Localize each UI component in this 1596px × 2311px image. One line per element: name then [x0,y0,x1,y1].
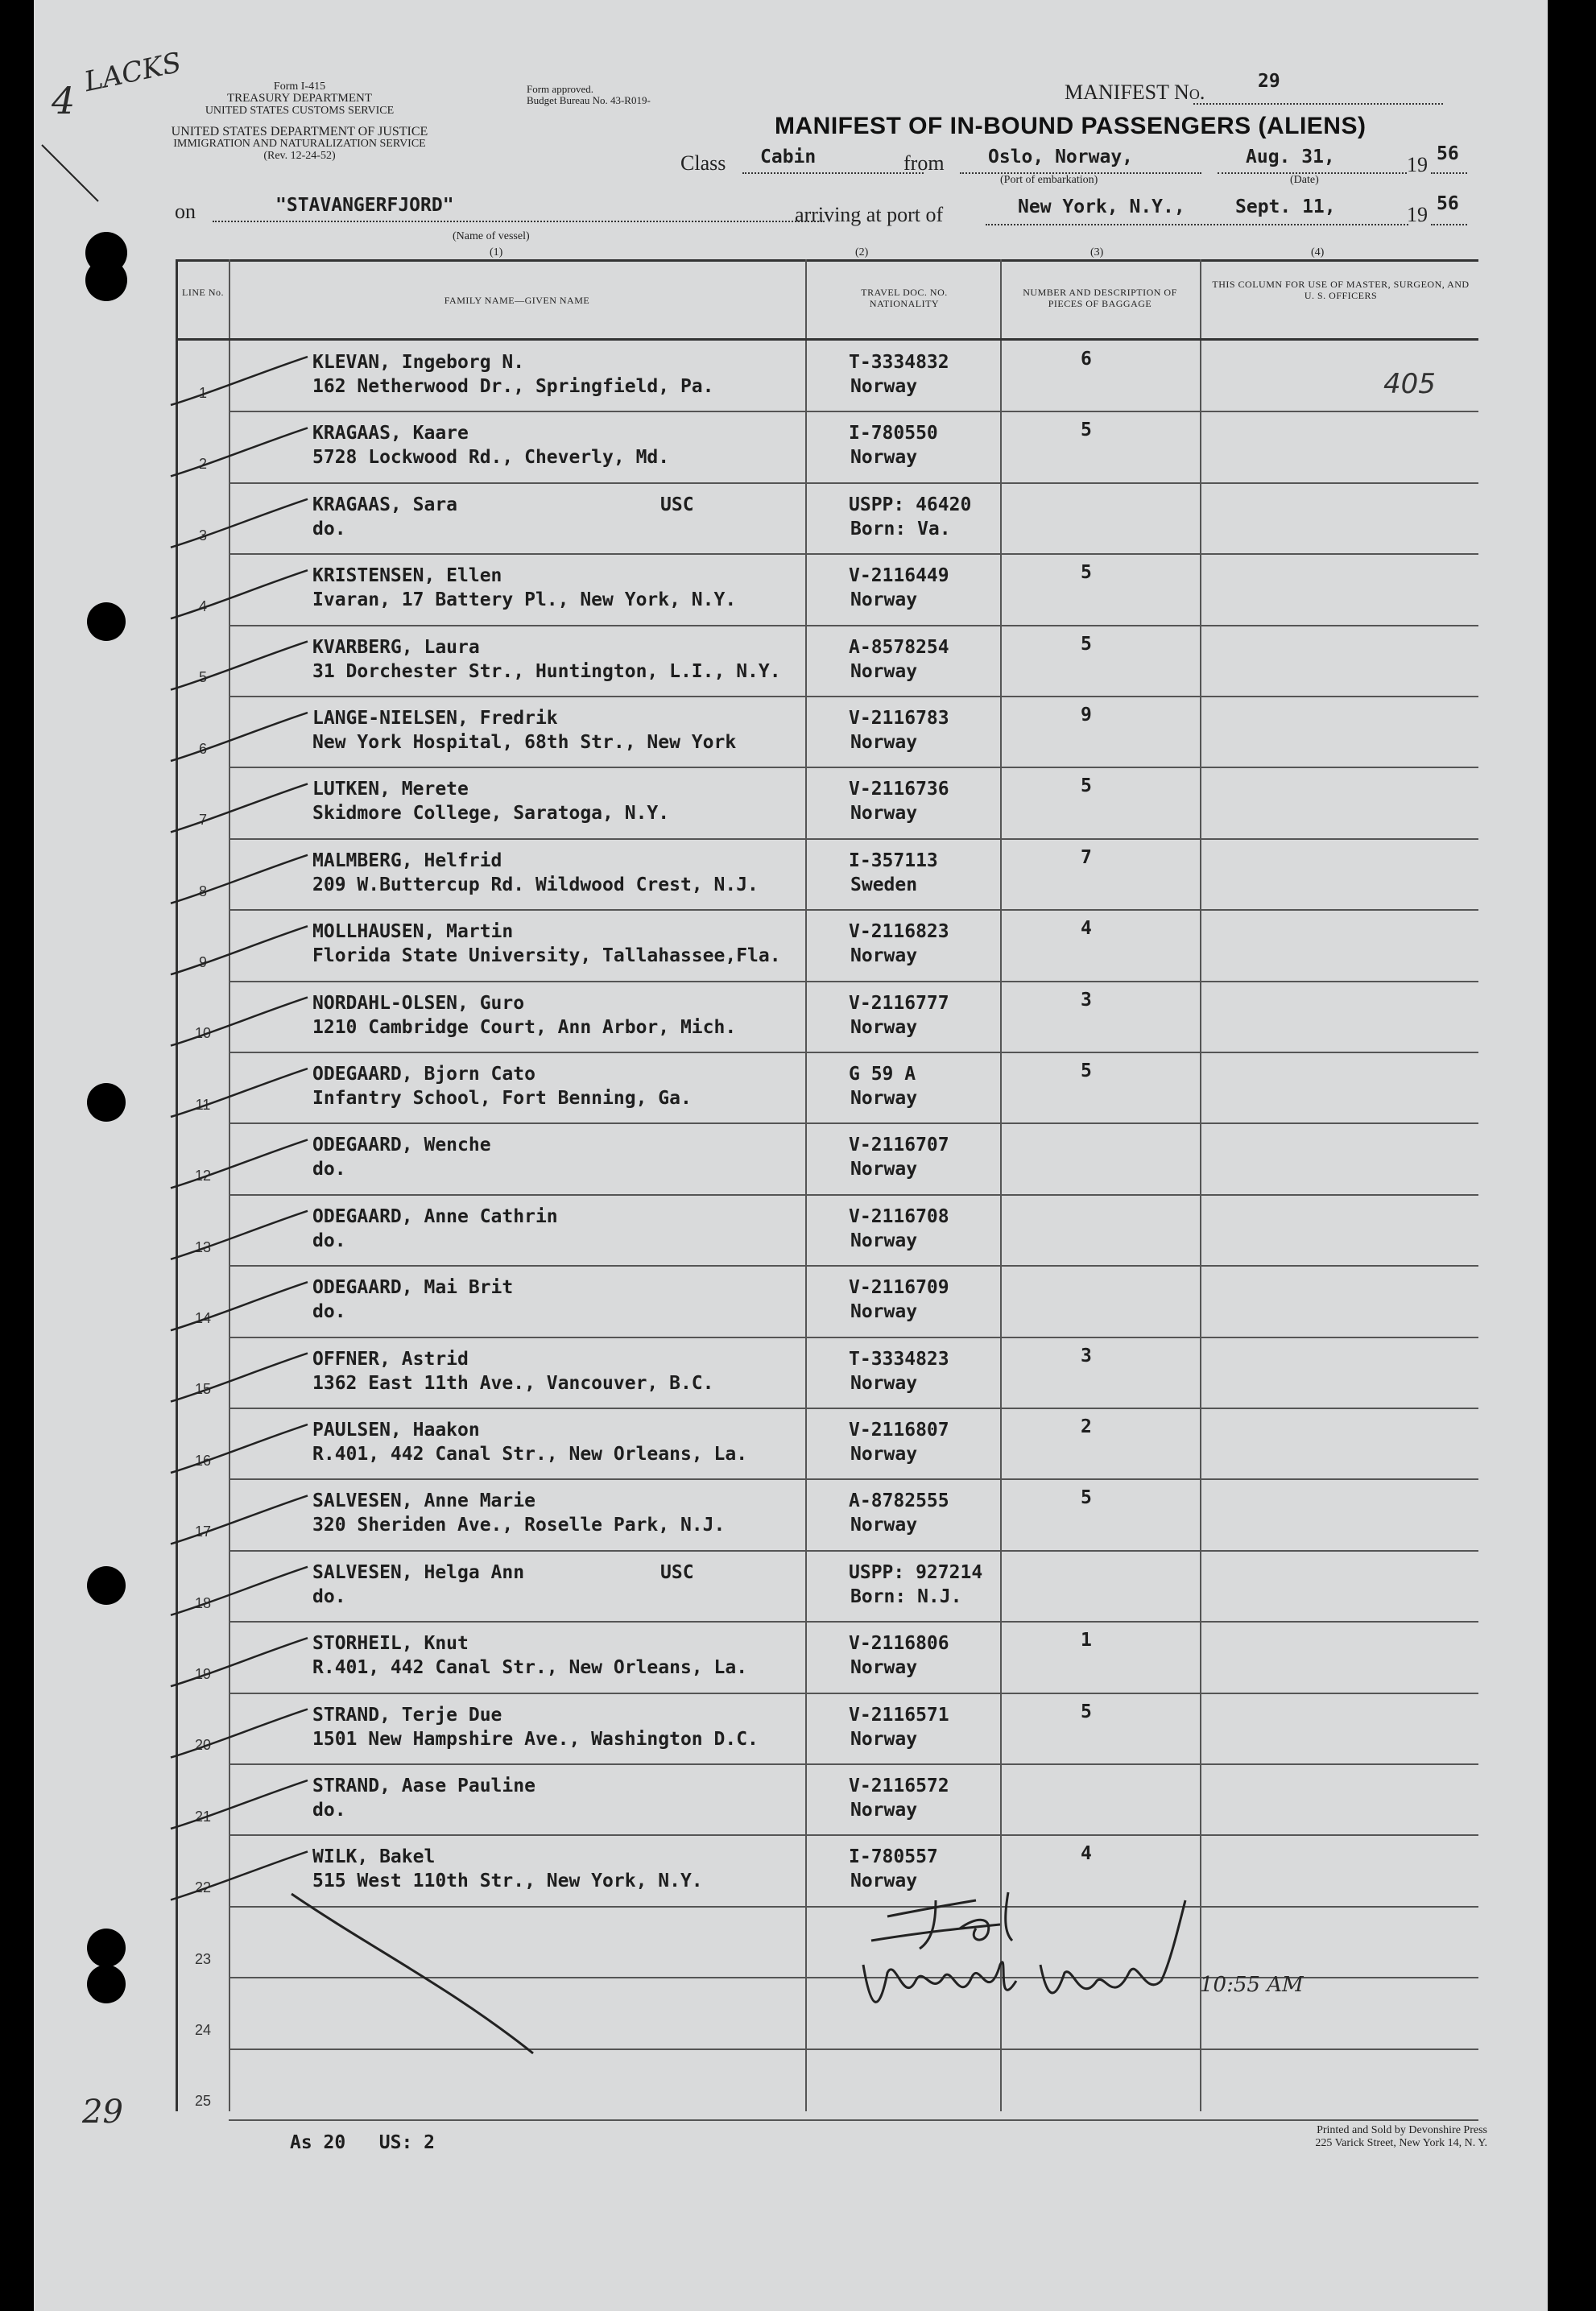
passenger-address: Florida State University, Tallahassee,Fla. [312,945,781,967]
row-number: 22 [194,1879,212,1896]
arrival-year: 56 [1437,193,1459,214]
form-approved: Form approved. [527,83,594,95]
row-number: 10 [194,1025,212,1042]
date-caption: (Date) [1290,174,1319,186]
baggage-count: 2 [1081,1416,1092,1437]
row-number: 5 [198,669,207,686]
travel-doc-number: I-357113 [849,850,938,871]
signature [855,1884,1290,2045]
ins-service: IMMIGRATION AND NATURALIZATION SERVICE [173,138,426,150]
travel-doc-number: I-780557 [849,1846,938,1868]
manifest-label: MANIFEST No. [1065,81,1205,104]
baggage-count: 5 [1081,562,1092,584]
passenger-name: ODEGAARD, Bjorn Cato [312,1064,535,1085]
on-label: on [175,200,196,223]
row-number: 23 [194,1950,212,1967]
check-mark [171,1567,308,1615]
passenger-address: 31 Dorchester Str., Huntington, L.I., N.Y. [312,660,781,682]
travel-doc-number: V-2116709 [849,1277,949,1299]
nationality: Norway [850,1016,918,1038]
passenger-address: 1210 Cambridge Court, Ann Arbor, Mich. [312,1016,737,1038]
travel-doc-number: V-2116449 [849,565,949,587]
row-number: 15 [194,1381,212,1398]
travel-doc-number: A-8782555 [849,1490,949,1512]
check-mark [171,1069,308,1117]
arrival-port: New York, N.Y., [1018,196,1185,217]
nationality: Norway [850,447,918,469]
passenger-name: OFFNER, Astrid [312,1348,469,1370]
check-mark [171,357,308,405]
handwritten-note: LACKS [81,46,184,99]
travel-doc-number: V-2116806 [849,1633,949,1655]
passenger-name: PAULSEN, Haakon [312,1420,480,1441]
passenger-address: 162 Netherwood Dr., Springfield, Pa. [312,376,714,397]
passenger-name: STORHEIL, Knut [312,1633,469,1655]
baggage-count: 7 [1081,846,1092,868]
manifest-number: 29 [1258,71,1280,92]
row-number: 12 [194,1168,212,1184]
nationality: Norway [850,1871,918,1892]
handwritten-page-number: 29 [82,2094,123,2131]
col-marker-1: (1) [490,246,503,258]
col-marker-4: (4) [1311,246,1325,258]
travel-doc-number: V-2116807 [849,1420,949,1441]
nationality: Sweden [850,874,918,895]
passenger-address: do. [312,1585,346,1607]
passenger-name: KRAGAAS, Sara [312,494,458,515]
col-header-travel-doc: TRAVEL DOC. NO. NATIONALITY [861,287,948,309]
nationality: Born: Va. [850,518,951,540]
travel-doc-number: V-2116783 [849,708,949,729]
check-mark [171,1282,308,1330]
revision: (Rev. 12-24-52) [263,150,336,162]
col-header-officers: THIS COLUMN FOR USE OF MASTER, SURGEON, AND U. S. OFFICERS [1212,279,1470,301]
nationality: Norway [850,1728,918,1750]
from-value: Oslo, Norway, [988,147,1134,167]
row-number: 20 [194,1737,212,1754]
budget-bureau: Budget Bureau No. 43-R019- [527,94,651,106]
travel-doc-number: V-2116777 [849,992,949,1014]
customs-service: UNITED STATES CUSTOMS SERVICE [205,105,395,117]
passenger-address: Infantry School, Fort Benning, Ga. [312,1088,692,1109]
row-number: 25 [194,2093,212,2110]
nationality: Norway [850,1159,918,1180]
check-marks [34,0,1548,2311]
check-mark [171,1638,308,1686]
justice-dept: UNITED STATES DEPARTMENT OF JUSTICE [171,125,428,138]
nationality: Norway [850,1800,918,1821]
baggage-count: 5 [1081,1487,1092,1509]
row-number: 6 [198,740,207,757]
col-header-baggage: NUMBER AND DESCRIPTION OF PIECES OF BAGGAGE [1023,287,1177,309]
row-number: 1 [198,384,207,401]
arrival-date: Sept. 11, [1235,196,1336,217]
citizenship-note: USC [660,494,694,515]
check-mark [171,1709,308,1758]
passenger-name: MALMBERG, Helfrid [312,850,502,871]
nationality: Norway [850,945,918,967]
passenger-address: do. [312,518,346,540]
port-embark-caption: (Port of embarkation) [1000,174,1098,186]
cancel-stroke [291,1894,533,2053]
signature-time: 10:55 AM [1200,1973,1304,1997]
date-value: Aug. 31, [1246,147,1335,167]
col-marker-2: (2) [855,246,869,258]
row-number: 17 [194,1523,212,1540]
passenger-address: do. [312,1800,346,1821]
baggage-count: 3 [1081,1345,1092,1366]
travel-doc-number: A-8578254 [849,636,949,658]
officer-note: 405 [1383,368,1436,400]
passenger-address: do. [312,1301,346,1323]
handwritten-number: 4 [52,79,76,122]
baggage-count: 5 [1081,775,1092,797]
check-mark [171,1424,308,1473]
check-mark [171,1211,308,1259]
nationality: Norway [850,589,918,611]
passenger-name: STRAND, Aase Pauline [312,1776,535,1796]
passenger-name: KLEVAN, Ingeborg N. [312,352,525,373]
printer-line-2: 225 Varick Street, New York 14, N. Y. [1315,2137,1487,2149]
travel-doc-number: T-3334832 [849,352,949,373]
top-left-arrow [42,145,98,201]
nationality: Norway [850,1657,918,1679]
arrival-year-prefix: 19 [1407,203,1428,226]
nationality: Norway [850,732,918,753]
travel-doc-number: USPP: 46420 [849,494,972,515]
row-number: 19 [194,1665,212,1682]
check-mark [171,1780,308,1829]
row-number: 8 [198,883,207,899]
check-mark [171,499,308,548]
baggage-count: 5 [1081,1060,1092,1081]
row-number: 7 [198,812,207,829]
page-title: MANIFEST OF IN-BOUND PASSENGERS (ALIENS) [775,113,1367,139]
col-marker-3: (3) [1090,246,1104,258]
travel-doc-number: USPP: 927214 [849,1561,983,1583]
row-number: 24 [194,2021,212,2038]
passenger-name: SALVESEN, Anne Marie [312,1490,535,1512]
nationality: Norway [850,1444,918,1465]
printer-line-1: Printed and Sold by Devonshire Press [1317,2124,1487,2136]
baggage-count: 6 [1081,349,1092,370]
check-mark [171,998,308,1046]
row-number: 2 [198,456,207,473]
check-mark [171,1139,308,1188]
nationality: Norway [850,1372,918,1394]
travel-doc-number: V-2116707 [849,1135,949,1156]
travel-doc-number: V-2116823 [849,921,949,943]
passenger-address: New York Hospital, 68th Str., New York [312,732,737,753]
passenger-address: do. [312,1230,346,1251]
row-number: 14 [194,1309,212,1326]
passenger-address: 515 West 110th Str., New York, N.Y. [312,1871,703,1892]
form-number: Form I-415 [273,81,326,93]
vessel-caption: (Name of vessel) [453,230,530,242]
passenger-name: LANGE-NIELSEN, Fredrik [312,708,558,729]
printer-info [1165,2124,1487,2150]
passenger-address: 1362 East 11th Ave., Vancouver, B.C. [312,1372,714,1394]
passenger-address: 1501 New Hampshire Ave., Washington D.C. [312,1728,759,1750]
check-mark [171,1851,308,1900]
check-mark [171,926,308,974]
arriving-label: arriving at port of [795,203,944,226]
travel-doc-number: G 59 A [849,1064,916,1085]
from-label: from [903,151,945,175]
footer-totals: As 20 US: 2 [290,2132,436,2153]
passenger-name: STRAND, Terje Due [312,1704,502,1726]
passenger-name: SALVESEN, Helga Ann [312,1561,525,1583]
check-mark [171,642,308,690]
baggage-count: 1 [1081,1630,1092,1652]
year-value: 56 [1437,143,1459,164]
row-number: 13 [194,1238,212,1255]
passenger-name: KRAGAAS, Kaare [312,423,469,444]
col-header-line-no: LINE No. [182,287,224,298]
nationality: Norway [850,1515,918,1536]
manifest-page [34,0,1548,2311]
baggage-count: 5 [1081,633,1092,655]
year-prefix: 19 [1407,153,1428,176]
passenger-name: NORDAHL-OLSEN, Guro [312,992,525,1014]
baggage-count: 3 [1081,989,1092,1011]
nationality: Norway [850,1088,918,1109]
row-number: 21 [194,1808,212,1825]
nationality: Norway [850,660,918,682]
passenger-name: MOLLHAUSEN, Martin [312,921,514,943]
passenger-name: KVARBERG, Laura [312,636,480,658]
class-label: Class [680,151,726,175]
passenger-address: 320 Sheriden Ave., Roselle Park, N.J. [312,1515,726,1536]
vessel-name: "STAVANGERFJORD" [275,195,454,216]
row-number: 9 [198,953,207,970]
check-mark [171,428,308,476]
passenger-address: Skidmore College, Saratoga, N.Y. [312,803,670,825]
class-value: Cabin [760,147,817,167]
passenger-name: LUTKEN, Merete [312,779,469,800]
travel-doc-number: T-3334823 [849,1348,949,1370]
passenger-address: 5728 Lockwood Rd., Cheverly, Md. [312,447,670,469]
travel-doc-number: V-2116736 [849,779,949,800]
row-number: 4 [198,597,207,614]
check-mark [171,1354,308,1402]
nationality: Norway [850,803,918,825]
passenger-name: KRISTENSEN, Ellen [312,565,502,587]
passenger-name: WILK, Bakel [312,1846,436,1868]
passenger-address: do. [312,1159,346,1180]
baggage-count: 4 [1081,1843,1092,1865]
check-mark [171,783,308,832]
nationality: Born: N.J. [850,1585,962,1607]
row-number: 16 [194,1452,212,1469]
travel-doc-number: V-2116571 [849,1704,949,1726]
passenger-address: R.401, 442 Canal Str., New Orleans, La. [312,1444,748,1465]
col-header-name: FAMILY NAME—GIVEN NAME [444,295,590,306]
nationality: Norway [850,1301,918,1323]
check-mark [171,1495,308,1544]
baggage-count: 5 [1081,420,1092,441]
row-number: 18 [194,1594,212,1611]
passenger-address: 209 W.Buttercup Rd. Wildwood Crest, N.J. [312,874,759,895]
check-mark [171,855,308,903]
nationality: Norway [850,376,918,397]
baggage-count: 5 [1081,1701,1092,1722]
baggage-count: 4 [1081,918,1092,940]
citizenship-note: USC [660,1561,694,1583]
passenger-name: ODEGAARD, Wenche [312,1135,491,1156]
travel-doc-number: V-2116572 [849,1776,949,1796]
travel-doc-number: V-2116708 [849,1205,949,1227]
check-mark [171,570,308,618]
treasury-dept: TREASURY DEPARTMENT [226,92,373,105]
check-mark [171,713,308,761]
passenger-name: ODEGAARD, Mai Brit [312,1277,514,1299]
passenger-name: ODEGAARD, Anne Cathrin [312,1205,558,1227]
row-number: 11 [195,1096,211,1113]
passenger-address: R.401, 442 Canal Str., New Orleans, La. [312,1657,748,1679]
baggage-count: 9 [1081,705,1092,726]
travel-doc-number: I-780550 [849,423,938,444]
row-number: 3 [198,527,207,544]
passenger-address: Ivaran, 17 Battery Pl., New York, N.Y. [312,589,737,611]
nationality: Norway [850,1230,918,1251]
